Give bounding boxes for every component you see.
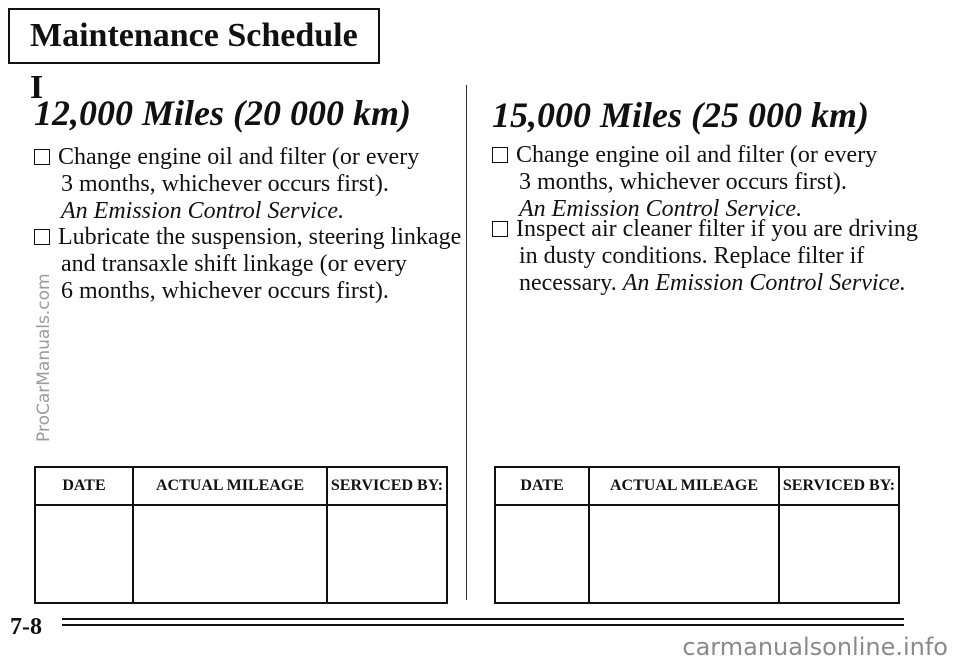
- right-item-1-line-1: Change engine oil and filter (or every: [516, 142, 878, 168]
- checkbox-icon[interactable]: [492, 147, 508, 163]
- actual-mileage-column-header: ACTUAL MILEAGE: [589, 467, 779, 505]
- left-item-2-line-3: 6 months, whichever occurs first).: [61, 278, 389, 304]
- column-divider: [466, 85, 467, 600]
- actual-mileage-entry-cell[interactable]: [589, 505, 779, 603]
- right-item-1: [492, 142, 877, 223]
- actual-mileage-entry-cell[interactable]: [133, 505, 327, 603]
- right-item-2-note: An Emission Control Service.: [622, 270, 906, 296]
- right-item-2: [492, 216, 918, 297]
- footer-rule: [62, 624, 904, 626]
- footer-rule: [62, 618, 904, 620]
- right-item-2-line-1: Inspect air cleaner filter if you are driving: [516, 216, 918, 242]
- date-entry-cell[interactable]: [495, 505, 589, 603]
- side-watermark: ProCarManuals.com: [34, 273, 54, 442]
- left-item-2: [34, 224, 461, 305]
- date-entry-cell[interactable]: [35, 505, 133, 603]
- checkbox-icon[interactable]: [34, 229, 50, 245]
- right-heading: 15,000 Miles (25 000 km): [492, 95, 869, 135]
- right-item-2-line-3: necessary.: [519, 270, 617, 296]
- left-service-record-table: [34, 466, 448, 604]
- left-item-1: [34, 144, 419, 225]
- actual-mileage-column-header: ACTUAL MILEAGE: [133, 467, 327, 505]
- right-item-2-line-2: in dusty conditions. Replace filter if: [519, 243, 865, 269]
- serviced-by-column-header: SERVICED BY:: [779, 467, 899, 505]
- date-column-header: DATE: [495, 467, 589, 505]
- footer-url-watermark: carmanualsonline.info: [682, 633, 948, 661]
- left-item-1-note: An Emission Control Service.: [61, 198, 345, 224]
- right-service-record-table: [494, 466, 900, 604]
- right-item-1-note: An Emission Control Service.: [519, 196, 803, 222]
- left-item-2-line-1: Lubricate the suspension, steering linkage: [58, 224, 462, 250]
- page-number: 7-8: [10, 614, 42, 640]
- serviced-by-column-header: SERVICED BY:: [327, 467, 447, 505]
- serviced-by-entry-cell[interactable]: [779, 505, 899, 603]
- checkbox-icon[interactable]: [34, 149, 50, 165]
- section-title: Maintenance Schedule I: [8, 8, 380, 64]
- left-heading: 12,000 Miles (20 000 km): [34, 93, 411, 133]
- right-item-1-line-2: 3 months, whichever occurs first).: [519, 169, 847, 195]
- serviced-by-entry-cell[interactable]: [327, 505, 447, 603]
- left-item-2-line-2: and transaxle shift linkage (or every: [61, 251, 407, 277]
- date-column-header: DATE: [35, 467, 133, 505]
- checkbox-icon[interactable]: [492, 221, 508, 237]
- left-item-1-line-2: 3 months, whichever occurs first).: [61, 171, 389, 197]
- left-item-1-line-1: Change engine oil and filter (or every: [58, 144, 420, 170]
